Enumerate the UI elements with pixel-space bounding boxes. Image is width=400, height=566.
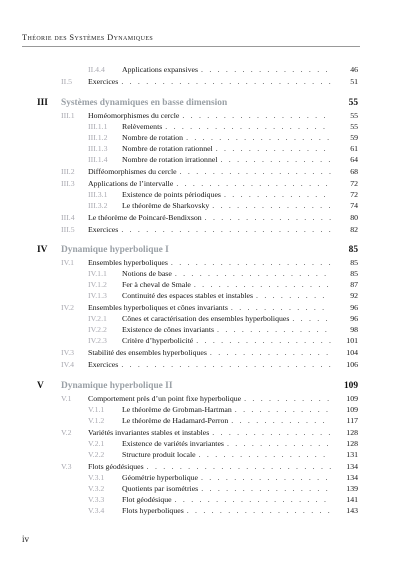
toc-section[interactable] — [0, 257, 400, 268]
dot-leader — [182, 110, 331, 121]
toc-subsection[interactable] — [0, 472, 400, 483]
entry-number: V.3.2 — [88, 484, 105, 493]
entry-title-leader — [88, 212, 334, 223]
entry-number: III.1.3 — [88, 144, 108, 153]
entry-title: Nombre de rotation rationnel — [122, 144, 213, 153]
running-head: Théorie des Systèmes Dynamiques — [22, 33, 154, 42]
dot-leader — [235, 404, 331, 415]
entry-title: Quotients par isométries — [122, 484, 199, 493]
entry-title-leader — [122, 404, 334, 415]
dot-leader — [201, 483, 331, 494]
entry-number: V.2 — [61, 428, 72, 437]
toc-subsection[interactable] — [0, 200, 400, 211]
entry-title-leader — [88, 427, 334, 438]
entry-number: V.1.1 — [88, 405, 105, 414]
entry-title: Le théorème de Poincaré-Bendixson — [88, 213, 202, 222]
entry-title-leader — [122, 335, 334, 346]
entry-title-leader — [88, 257, 334, 268]
entry-title-leader — [122, 505, 334, 516]
toc-chapter[interactable] — [0, 97, 400, 110]
toc-subsection[interactable] — [0, 290, 400, 301]
entry-title: Exercices — [88, 360, 119, 369]
entry-title: Le théorème de Grobman-Hartman — [122, 405, 232, 414]
entry-number: V.3.4 — [88, 506, 105, 515]
entry-page-number: 85 — [350, 258, 358, 267]
chapter-title: Systèmes dynamiques en basse dimension — [61, 98, 228, 108]
chapter-page-number: 109 — [343, 381, 358, 391]
toc-subsection[interactable] — [0, 189, 400, 200]
entry-number: IV.1.3 — [88, 291, 107, 300]
entry-page-number: 72 — [350, 179, 358, 188]
entry-title-leader — [122, 415, 334, 426]
entry-number: IV.2.3 — [88, 336, 107, 345]
entry-title: Flot géodésique — [122, 495, 172, 504]
dot-leader — [175, 268, 331, 279]
entry-title: Flots géodésiques — [88, 462, 144, 471]
dot-leader — [201, 472, 331, 483]
entry-number: IV.2.1 — [88, 314, 107, 323]
entry-title: Le théorème de Hadamard-Perron — [122, 416, 229, 425]
entry-page-number: 72 — [350, 190, 358, 199]
entry-title: Existence de points périodiques — [122, 190, 221, 199]
toc-section[interactable] — [0, 212, 400, 223]
entry-title: Exercices — [88, 225, 119, 234]
entry-number: IV.1 — [61, 258, 75, 267]
entry-title: Ensembles hyperboliques — [88, 258, 168, 267]
entry-title-leader — [122, 472, 334, 483]
entry-title-leader — [88, 302, 334, 313]
toc-section[interactable] — [0, 110, 400, 121]
entry-page-number: 109 — [346, 405, 358, 414]
chapter-title: Dynamique hyperbolique II — [61, 381, 173, 391]
entry-title-leader — [122, 64, 334, 75]
toc-chapter[interactable] — [0, 244, 400, 257]
entry-number: III.4 — [61, 213, 75, 222]
entry-number: III.3 — [61, 179, 75, 188]
entry-number: V.3.3 — [88, 495, 105, 504]
entry-title: Structure produit locale — [122, 450, 196, 459]
entry-page-number: 134 — [346, 462, 358, 471]
entry-title-leader — [88, 347, 334, 358]
entry-title: Notions de base — [122, 269, 172, 278]
entry-page-number: 96 — [350, 314, 358, 323]
entry-page-number: 104 — [346, 348, 358, 357]
toc-section[interactable] — [0, 302, 400, 313]
entry-page-number: 106 — [346, 360, 358, 369]
entry-page-number: 51 — [350, 77, 358, 86]
dot-leader — [121, 224, 331, 235]
entry-title: Difféomorphismes du cercle — [88, 167, 177, 176]
toc-subsection[interactable] — [0, 268, 400, 279]
toc-section[interactable] — [0, 427, 400, 438]
dot-leader — [217, 324, 331, 335]
toc-chapter[interactable] — [0, 380, 400, 393]
dot-leader — [121, 76, 331, 87]
entry-page-number: 55 — [350, 111, 358, 120]
entry-page-number: 64 — [350, 155, 358, 164]
entry-title-leader — [122, 154, 334, 165]
entry-title-leader — [122, 200, 334, 211]
entry-page-number: 55 — [350, 122, 358, 131]
entry-title: Le théorème de Sharkovsky — [122, 201, 210, 210]
toc-subsection[interactable] — [0, 415, 400, 426]
dot-leader — [201, 64, 331, 75]
dot-leader — [196, 335, 331, 346]
entry-page-number: 141 — [346, 495, 358, 504]
toc-subsection[interactable] — [0, 279, 400, 290]
entry-number: IV.1.1 — [88, 269, 107, 278]
entry-page-number: 117 — [346, 416, 358, 425]
dot-leader — [147, 461, 331, 472]
entry-page-number: 92 — [350, 291, 358, 300]
entry-title: Homéomorphismes du cercle — [88, 111, 180, 120]
toc-section[interactable] — [0, 359, 400, 370]
dot-leader — [165, 121, 331, 132]
entry-page-number: 128 — [346, 439, 358, 448]
entry-title-leader — [88, 224, 334, 235]
entry-page-number: 85 — [350, 269, 358, 278]
dot-leader — [224, 189, 331, 200]
toc-section[interactable] — [0, 347, 400, 358]
chapter-page-number: 55 — [348, 98, 358, 108]
dot-leader — [210, 347, 331, 358]
dot-leader — [292, 313, 331, 324]
dot-leader — [231, 302, 331, 313]
entry-number: V.1 — [61, 394, 72, 403]
entry-title-leader — [122, 279, 334, 290]
entry-title-leader — [122, 313, 334, 324]
entry-number: III.1.1 — [88, 122, 108, 131]
dot-leader — [212, 427, 331, 438]
entry-title-leader — [122, 438, 334, 449]
entry-title: Exercices — [88, 77, 119, 86]
entry-title: Géométrie hyperbolique — [122, 473, 198, 482]
entry-page-number: 139 — [346, 484, 358, 493]
dot-leader — [175, 494, 331, 505]
dot-leader — [121, 359, 331, 370]
dot-leader — [180, 166, 331, 177]
entry-number: IV.2 — [61, 303, 75, 312]
entry-title: Stabilité des ensembles hyperboliques — [88, 348, 207, 357]
entry-title-leader — [88, 359, 334, 370]
chapter-number: V — [37, 381, 44, 391]
entry-title-leader — [122, 268, 334, 279]
chapter-title: Dynamique hyperbolique I — [61, 245, 169, 255]
entry-page-number: 143 — [346, 506, 358, 515]
toc-subsection[interactable] — [0, 404, 400, 415]
entry-number: V.2.2 — [88, 450, 105, 459]
entry-title: Applications de l’intervalle — [88, 179, 174, 188]
entry-title-leader — [122, 494, 334, 505]
entry-title: Applications expansives — [122, 65, 199, 74]
entry-number: IV.4 — [61, 360, 75, 369]
toc-section[interactable] — [0, 461, 400, 472]
entry-number: IV.3 — [61, 348, 75, 357]
dot-leader — [256, 290, 331, 301]
entry-title-leader — [122, 290, 334, 301]
entry-page-number: 96 — [350, 303, 358, 312]
toc-section[interactable] — [0, 393, 400, 404]
dot-leader — [212, 200, 331, 211]
entry-page-number: 61 — [350, 144, 358, 153]
entry-number: III.1.2 — [88, 133, 108, 142]
entry-number: V.3 — [61, 462, 72, 471]
toc-subsection[interactable] — [0, 143, 400, 154]
entry-number: II.5 — [61, 77, 73, 86]
entry-title: Existence de variétés invariantes — [122, 439, 224, 448]
page-folio: iv — [22, 534, 30, 544]
toc-section[interactable] — [0, 166, 400, 177]
entry-number: V.3.1 — [88, 473, 105, 482]
header-rule — [22, 46, 360, 47]
entry-title-leader — [122, 449, 334, 460]
entry-page-number: 46 — [350, 65, 358, 74]
entry-number: II.4.4 — [88, 65, 105, 74]
entry-page-number: 109 — [346, 394, 358, 403]
entry-title: Variétés invariantes stables et instables — [88, 428, 210, 437]
dot-leader — [176, 178, 331, 189]
entry-title: Cônes et caractérisation des ensembles hyperboliques — [122, 314, 290, 323]
entry-number: V.2.1 — [88, 439, 105, 448]
toc-section[interactable] — [0, 76, 400, 87]
toc-section[interactable] — [0, 178, 400, 189]
toc-subsection[interactable] — [0, 154, 400, 165]
entry-title: Nombre de rotation irrationnel — [122, 155, 218, 164]
entry-number: III.2 — [61, 167, 75, 176]
entry-page-number: 59 — [350, 133, 358, 142]
toc-subsection[interactable] — [0, 505, 400, 516]
entry-title: Continuité des espaces stables et instables — [122, 291, 254, 300]
toc-subsection[interactable] — [0, 494, 400, 505]
entry-page-number: 134 — [346, 473, 358, 482]
entry-title: Fer à cheval de Smale — [122, 280, 191, 289]
dot-leader — [199, 449, 331, 460]
entry-title: Ensembles hyperboliques et cônes invariants — [88, 303, 228, 312]
toc-subsection[interactable] — [0, 121, 400, 132]
entry-page-number: 68 — [350, 167, 358, 176]
entry-title-leader — [122, 483, 334, 494]
entry-number: III.1 — [61, 111, 75, 120]
entry-title: Relèvements — [122, 122, 163, 131]
chapter-number: III — [37, 98, 48, 108]
toc-section[interactable] — [0, 224, 400, 235]
dot-leader — [171, 257, 331, 268]
entry-page-number: 80 — [350, 213, 358, 222]
dot-leader — [187, 505, 331, 516]
entry-title-leader — [122, 121, 334, 132]
entry-title-leader — [88, 461, 334, 472]
toc-subsection[interactable] — [0, 483, 400, 494]
entry-title-leader — [122, 324, 334, 335]
chapter-page-number: 85 — [348, 245, 358, 255]
entry-title-leader — [122, 143, 334, 154]
entry-number: IV.1.2 — [88, 280, 107, 289]
entry-title: Critère d’hyperbolicité — [122, 336, 194, 345]
toc-subsection[interactable] — [0, 335, 400, 346]
dot-leader — [216, 143, 331, 154]
entry-title: Nombre de rotation — [122, 133, 184, 142]
entry-page-number: 131 — [346, 450, 358, 459]
entry-page-number: 98 — [350, 325, 358, 334]
entry-title: Flots hyperboliques — [122, 506, 184, 515]
dot-leader — [186, 132, 331, 143]
entry-page-number: 87 — [350, 280, 358, 289]
toc-subsection[interactable] — [0, 313, 400, 324]
entry-number: III.1.4 — [88, 155, 108, 164]
entry-title-leader — [88, 110, 334, 121]
chapter-number: IV — [37, 245, 48, 255]
entry-page-number: 82 — [350, 225, 358, 234]
entry-title-leader — [88, 76, 334, 87]
entry-title-leader — [88, 178, 334, 189]
entry-title-leader — [122, 189, 334, 200]
entry-number: III.3.2 — [88, 201, 108, 210]
entry-title-leader — [88, 166, 334, 177]
toc-subsection[interactable] — [0, 324, 400, 335]
toc-subsection[interactable] — [0, 132, 400, 143]
entry-title: Existence de cônes invariants — [122, 325, 215, 334]
entry-number: V.1.2 — [88, 416, 105, 425]
entry-number: IV.2.2 — [88, 325, 107, 334]
entry-page-number: 101 — [346, 336, 358, 345]
entry-title-leader — [122, 132, 334, 143]
entry-title: Comportement près d’un point fixe hyperbolique — [88, 394, 242, 403]
dot-leader — [227, 438, 331, 449]
entry-number: III.3.1 — [88, 190, 108, 199]
entry-page-number: 74 — [350, 201, 358, 210]
toc-subsection[interactable] — [0, 64, 400, 75]
dot-leader — [244, 393, 331, 404]
entry-page-number: 128 — [346, 428, 358, 437]
dot-leader — [231, 415, 331, 426]
toc-subsection[interactable] — [0, 438, 400, 449]
dot-leader — [220, 154, 331, 165]
dot-leader — [205, 212, 331, 223]
toc-subsection[interactable] — [0, 449, 400, 460]
entry-title-leader — [88, 393, 334, 404]
entry-number: III.5 — [61, 225, 75, 234]
dot-leader — [194, 279, 331, 290]
